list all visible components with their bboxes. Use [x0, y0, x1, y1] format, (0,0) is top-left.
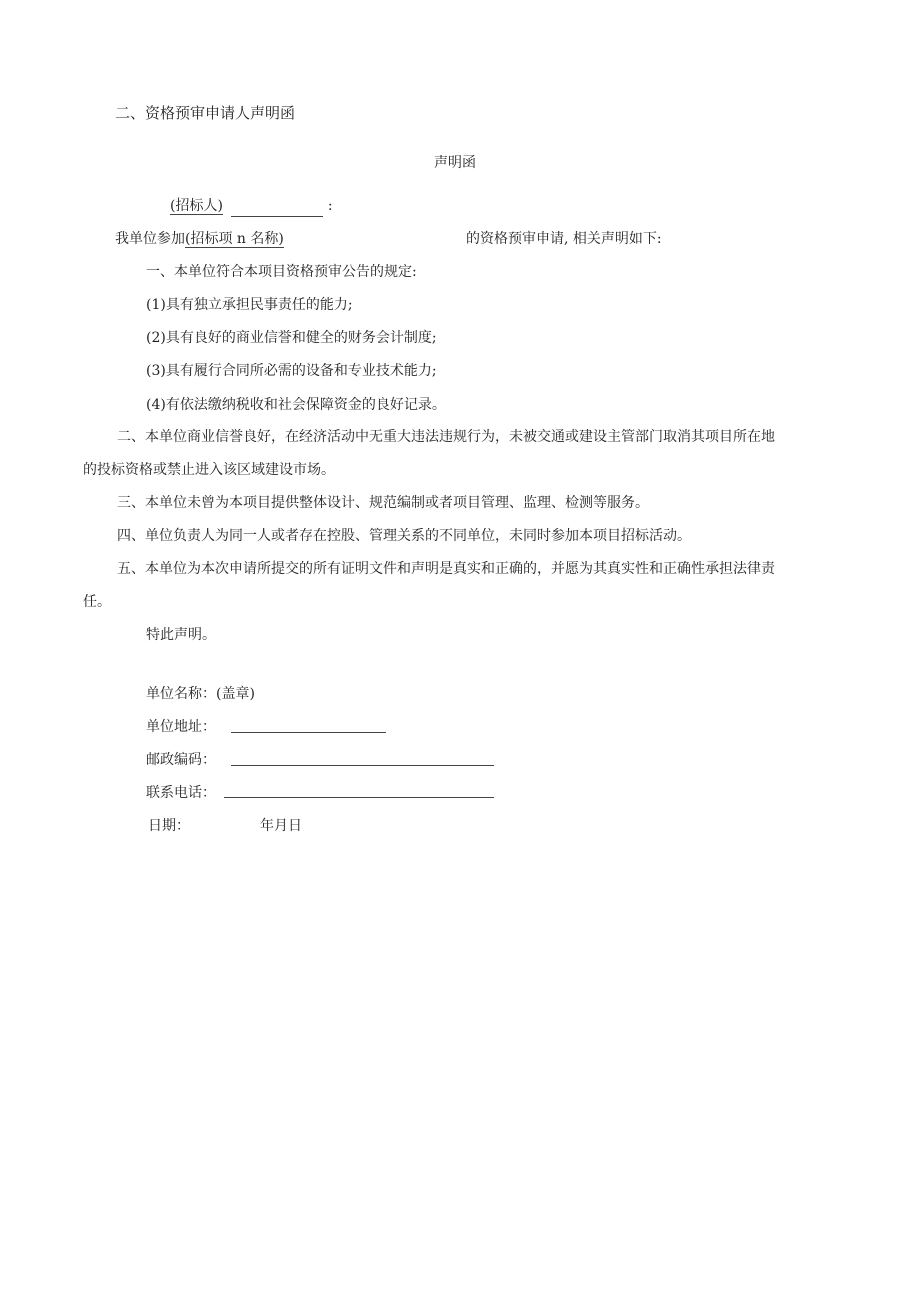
clause-5-line-2: 任。	[83, 594, 111, 610]
addressee-blank	[231, 202, 323, 217]
clause-3: 三、本单位未曾为本项目提供整体设计、规范编制或者项目管理、监理、检测等服务。	[117, 495, 649, 511]
addressee-suffix: :	[327, 198, 333, 214]
unit-address-label: 单位地址：	[146, 719, 216, 735]
date-value: 年月日	[260, 818, 302, 834]
unit-name-label: 单位名称：(盖章)	[146, 686, 255, 702]
document-title: 声明函	[434, 155, 476, 171]
clause-1-heading: 一、本单位符合本项目资格预审公告的规定:	[146, 264, 417, 280]
clause-2-line-2: 的投标资格或禁止进入该区域建设市场。	[83, 462, 335, 478]
intro-suffix: 的资格预审申请, 相关声明如下:	[466, 231, 662, 247]
intro-line	[115, 229, 284, 249]
project-name-placeholder: (招标项 n 名称)	[185, 231, 284, 247]
clause-1-item: (1)具有独立承担民事责任的能力;	[146, 297, 353, 313]
phone-label: 联系电话：	[146, 785, 216, 801]
clause-1-item: (2)具有良好的商业信誉和健全的财务会计制度;	[146, 330, 437, 346]
clause-1-item: (4)有依法缴纳税收和社会保障资金的良好记录。	[146, 397, 446, 413]
clause-1-item: (3)具有履行合同所必需的设备和专业技术能力;	[146, 363, 437, 379]
postal-code-field	[231, 765, 494, 766]
addressee-label: (招标人)	[170, 198, 223, 214]
date-label: 日期：	[148, 818, 190, 834]
closing-statement: 特此声明。	[146, 627, 216, 643]
clause-2-line-1: 二、本单位商业信誉良好，在经济活动中无重大违法违规行为，未被交通或建设主管部门取消其项目所在地	[117, 429, 775, 445]
postal-code-label: 邮政编码：	[146, 752, 216, 768]
clause-5-line-1: 五、本单位为本次申请所提交的所有证明文件和声明是真实和正确的，并愿为其真实性和正确性承担法律责	[117, 561, 775, 577]
phone-field	[224, 797, 494, 798]
unit-address-field	[231, 732, 386, 733]
intro-prefix: 我单位参加	[115, 231, 185, 247]
section-heading: 二、资格预审申请人声明函	[115, 104, 296, 122]
addressee-line	[170, 196, 333, 217]
clause-4: 四、单位负责人为同一人或者存在控股、管理关系的不同单位，未同时参加本项目招标活动。	[117, 528, 691, 544]
